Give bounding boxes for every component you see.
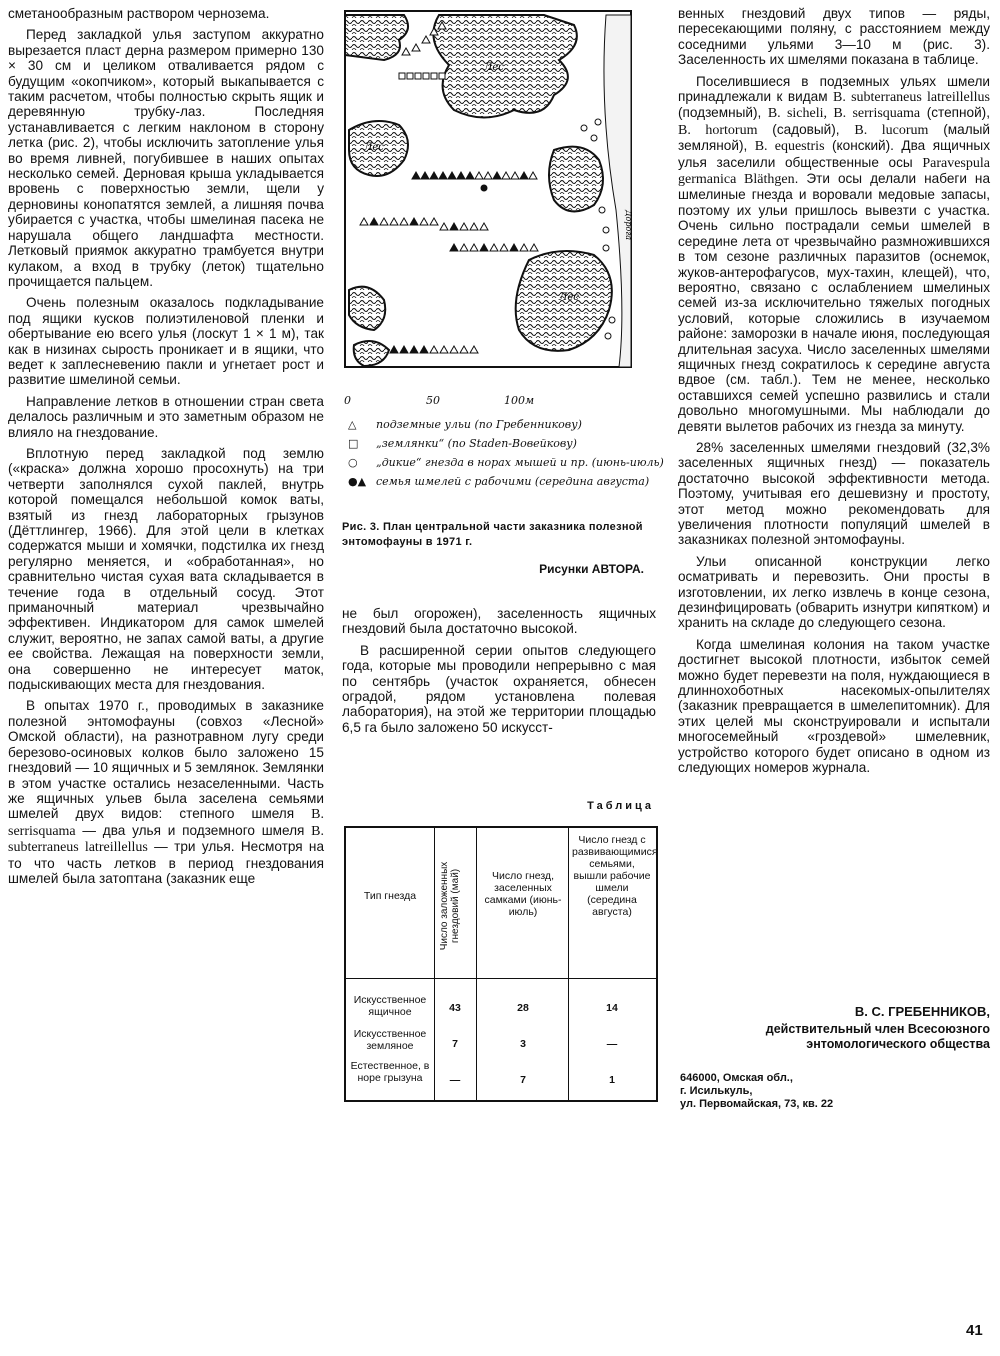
paragraph: 28% заселенных шмелями гнездовий (32,3% заселенных ящичных гнезд) — показатель достаточно высокой эффективности метода. Поэтому, учитывая его дешевизну и простоту, этот метод можно рекомендовать для увеличения плотности популяций шмелей в заказниках полезной энтомофауны. bbox=[678, 439, 990, 548]
table-divider bbox=[346, 978, 656, 979]
wild-nest-marker bbox=[595, 119, 601, 125]
paragraph bbox=[678, 74, 990, 434]
text-column-2 bbox=[342, 606, 656, 741]
dugout-marker bbox=[415, 73, 421, 79]
author-address bbox=[680, 1072, 980, 1111]
species-name: B. subterraneus latreillellus bbox=[8, 823, 324, 856]
paragraph: Очень полезным оказалось подкладывание под ящики кусков полиэтиленовой пленки и обертывание ею всего улья (лоскут 1 × 1 м), так как в низинах сырость проникает и в ящики, что ведет к заплесневению пакли и угнетает рост и развитие шмелиной семьи. bbox=[8, 295, 324, 388]
paragraph bbox=[8, 698, 324, 886]
legend-symbol: △ bbox=[348, 418, 357, 431]
wild-nest-marker bbox=[603, 227, 609, 233]
figure-caption: Рис. 3. План центральной части заказника полезной энтомофауны в 1971 г. bbox=[342, 521, 643, 548]
scale-tick: 100м bbox=[504, 394, 535, 407]
wild-nest-marker bbox=[609, 317, 615, 323]
forest-label: Лес bbox=[559, 292, 579, 303]
paragraph: сметанообразным раствором чернозема. bbox=[8, 6, 270, 21]
table-header: Тип гнезда bbox=[363, 890, 417, 902]
paragraph: Вплотную перед закладкой под землю («краска» должна хорошо просохнуть) на три четверти заполнялся сухой паклей, внутрь которой помещался небольшой комок ваты, взятый из гнезд лабораторных грызунов (Дёттлингер, 1966). Для этой цели в клетках содержатся мыши и хомячки, подстилка их гнезд регулярно меняется, и «обработанная», но сравнительно чистая сухая вата складывается в течение года в отдельный сосуд. Этот приманочный материал чрезвычайно эффективен. Индикатором для самок шмелей служит, вероятно, не запах самой ваты, а другие ее свойства. Лежащая на поверхности земли, она совершенно не интересует маток, подыскивающих места для гнездования. bbox=[8, 445, 324, 693]
species-name: Paravespula germanica Bläthgen bbox=[678, 155, 990, 188]
wild-nest-marker bbox=[605, 333, 611, 339]
paragraph: не был огорожен), заселенность ящичных гнездовий была достаточно высокой. bbox=[342, 606, 656, 637]
table-cell: 1 bbox=[609, 1074, 615, 1086]
paragraph: Направление летков в отношении стран света делалось различным и это заметным образом не влияло на гнездование. bbox=[8, 393, 324, 440]
legend-symbol: □ bbox=[348, 437, 359, 450]
dugout-marker bbox=[439, 73, 445, 79]
table-cell: Искусственное ящичное bbox=[353, 994, 427, 1018]
text-run: В опытах 1970 г., проводимых в заказнике полезной энтомофауны (совхоз «Лесной» Омской области), на разнотравном лугу среди березово-осиновых колков было заложено 15 гнездовий — 10 ящичных и 5 землянок. Землянки в этом участке остались незаселенными. Часть же ящичных ульев была заселена семьями шмелей двух видов: степного шмеля bbox=[8, 698, 324, 822]
table-cell: Естественное, в норе грызуна bbox=[350, 1060, 430, 1084]
author-title: действительный член Всесоюзного энтомологического общества bbox=[765, 1022, 990, 1051]
table-cell: — bbox=[606, 1038, 618, 1050]
table-cell: — bbox=[449, 1074, 461, 1086]
table-cell: 14 bbox=[606, 1002, 618, 1014]
dugout-marker bbox=[399, 73, 405, 79]
address-line: 646000, Омская обл., bbox=[680, 1072, 793, 1084]
text-run: Поселившиеся в подземных ульях шмели принадлежали к видам bbox=[678, 73, 990, 105]
paragraph: Ульи описанной конструкции легко осматривать и перевозить. Они просты в изготовлении, их легко извлечь в конце сезона, дезинфицировать (обварить изнутри кипятком) и хранить на складе до следующего сезона. bbox=[678, 553, 990, 631]
legend-text: „землянки“ (по Staden-Bовейкову) bbox=[376, 437, 577, 450]
table-cell: 7 bbox=[520, 1074, 526, 1086]
reserve-map-figure bbox=[344, 10, 656, 380]
species-name: B. serrisquama bbox=[8, 807, 324, 839]
legend-text: семья шмелей с рабочими (середина августа) bbox=[376, 475, 650, 488]
dugout-marker bbox=[407, 73, 413, 79]
figure-credit: Рисунки АВТОРА. bbox=[539, 562, 644, 576]
legend-item bbox=[348, 415, 658, 434]
map-legend bbox=[348, 415, 664, 491]
text-run: (малый земляной), bbox=[678, 121, 990, 154]
legend-text: подземные ульи (по Гребенникову) bbox=[376, 418, 582, 431]
paragraph: венных гнездовий двух типов — ряды, пересекающими поляну, с расстоянием между соседними ульями 3—10 м (рис. 3). Заселенность их шмелями показана в таблице. bbox=[678, 6, 990, 68]
occupied-nest-marker bbox=[481, 185, 487, 191]
forest-label: Лес bbox=[484, 62, 504, 73]
table-divider bbox=[434, 828, 435, 1100]
scale-labels bbox=[344, 394, 584, 410]
table-header: Число гнезд, заселенных самками (июнь-июль) bbox=[484, 870, 562, 918]
text-run: (конский). Два ящичных улья заселили общественные осы bbox=[678, 138, 991, 170]
address-line: ул. Первомайская, 73, кв. 22 bbox=[680, 1098, 834, 1110]
table-divider bbox=[568, 828, 569, 1100]
forest-label: Лес bbox=[364, 142, 384, 153]
table-cell: 43 bbox=[449, 1002, 461, 1014]
scale-tick: 0 bbox=[344, 394, 351, 407]
wild-nest-marker bbox=[603, 245, 609, 251]
table-cell: 28 bbox=[517, 1002, 529, 1014]
legend-symbol: ●▲ bbox=[348, 475, 367, 488]
table-divider bbox=[476, 828, 477, 1100]
text-run: (садовый), bbox=[757, 121, 855, 137]
legend-text: „дикие“ гнезда в норах мышей и пр. (июнь-июль) bbox=[376, 456, 664, 469]
legend-symbol: ○ bbox=[348, 456, 358, 469]
legend-item bbox=[348, 472, 658, 491]
table-cell: Искусственное земляное bbox=[353, 1028, 427, 1052]
data-table bbox=[344, 826, 658, 1102]
paragraph: Когда шмелиная колония на таком участке достигнет высокой плотности, избыток семей можно будет перевезти на поля, нуждающиеся в длиннохоботных насекомых-опылителях (заказник превращается в шмелепитомник). Для этих целей мы сконструировали и испытали многосемейный «гроздевой» шмелевник, устройство которого будет описано в одном из следующих номеров журнала. bbox=[678, 636, 990, 776]
dugout-marker bbox=[423, 73, 429, 79]
table-cell: 7 bbox=[452, 1038, 458, 1050]
table-header: Число заложенных гнездовий (май) bbox=[439, 861, 461, 951]
text-run: (подземный), bbox=[678, 105, 768, 121]
species-name: B. lucorum bbox=[854, 122, 929, 138]
table-cell: 3 bbox=[520, 1038, 526, 1050]
legend-item bbox=[348, 453, 664, 472]
paragraph: В расширенной серии опытов следующего года, которые мы проводили непрерывно с мая по сентябрь (участок охраняется, обнесен оградой, рядом установлена полевая лаборатория), на этой же территории площадью 6,5 га было заложено 50 искусст- bbox=[342, 642, 656, 735]
text-run: — два улья и подземного шмеля bbox=[75, 822, 312, 838]
wild-nest-marker bbox=[591, 135, 597, 141]
scale-tick: 50 bbox=[426, 394, 440, 407]
wild-nest-marker bbox=[599, 207, 605, 213]
table-header: Число гнезд с развивающимися семьями, вышли рабочие шмели (середина августа) bbox=[572, 834, 658, 918]
species-name: B. sicheli, B. serrisquama bbox=[767, 106, 921, 122]
text-run: — три улья. Несмотря на то что часть летков в период гнездования шмелей была затоптана (заказник еще bbox=[8, 839, 325, 886]
road-label: Дорога bbox=[624, 210, 633, 241]
text-column-3 bbox=[678, 6, 990, 782]
text-column-1 bbox=[8, 6, 324, 892]
wild-nest-marker bbox=[581, 125, 587, 131]
dugout-marker bbox=[431, 73, 437, 79]
species-name: B. hortorum bbox=[678, 122, 758, 138]
address-line: г. Исилькуль, bbox=[680, 1085, 753, 1097]
table-title: Таблица bbox=[587, 800, 654, 812]
author-signature: В. С. ГРЕБЕННИКОВ, bbox=[854, 1004, 990, 1019]
text-run: (степной), bbox=[920, 105, 990, 121]
legend-item bbox=[348, 434, 658, 453]
text-run: . Эти осы делали набеги на шмелиные гнезда и воровали медовые запасы, поэтому их ульи пришлось вывезти с участка. Очень сильно пострадали семьи шмелей в середине лета от чрезвычайно размножившихся в том сезоне различных паразитов (оснемок, жуков-антерофагусов, мух-тахин, клещей), что, вероятно, связано с ослаблением шмелиных семей из-за исключительно тяжелых погодных условий, которые сложились в изучаемом районе: заморозки в начале июня, последующая длительная засуха. Число заселенных шмелями ящичных гнезд сократилось к середине августа вдвое (см. табл.). Тем не менее, несколько оставшихся семей успешно развились и стали довольно многомушными. Мы наблюдали до девяти вылетов рабочих из гнезда за минуту. bbox=[678, 171, 991, 434]
species-name: B. subterraneus latreillellus bbox=[833, 90, 990, 106]
forest-area bbox=[549, 147, 603, 212]
paragraph: Перед закладкой улья заступом аккуратно вырезается пласт дерна размером примерно 130 × 30 см и целиком отваливается рядом с будущим «окопчиком», который выкапывается с таким расчетом, чтобы полностью скрыть ящик и деревянную трубку-лаз. Последняя устанавливается с легким наклоном в сторону летка (рис. 2), чтобы исключить затопление улья во время ливней, погубившее в наших опытах несколько семей. Дерновая крыша укладывается вровень с поверхностью земли, щели у дерновины конопатятся землей, а лишняя почва убирается с участка, чтобы шмелиная пасека не нарушала общего ландшафта местности. Летковый приямок аккуратно трамбуется внутри кулаком, а вход в трубку (леток) тщательно прочищается пальцем. bbox=[8, 27, 324, 289]
page-number: 41 bbox=[966, 1322, 983, 1339]
species-name: B. equestris bbox=[754, 139, 825, 155]
